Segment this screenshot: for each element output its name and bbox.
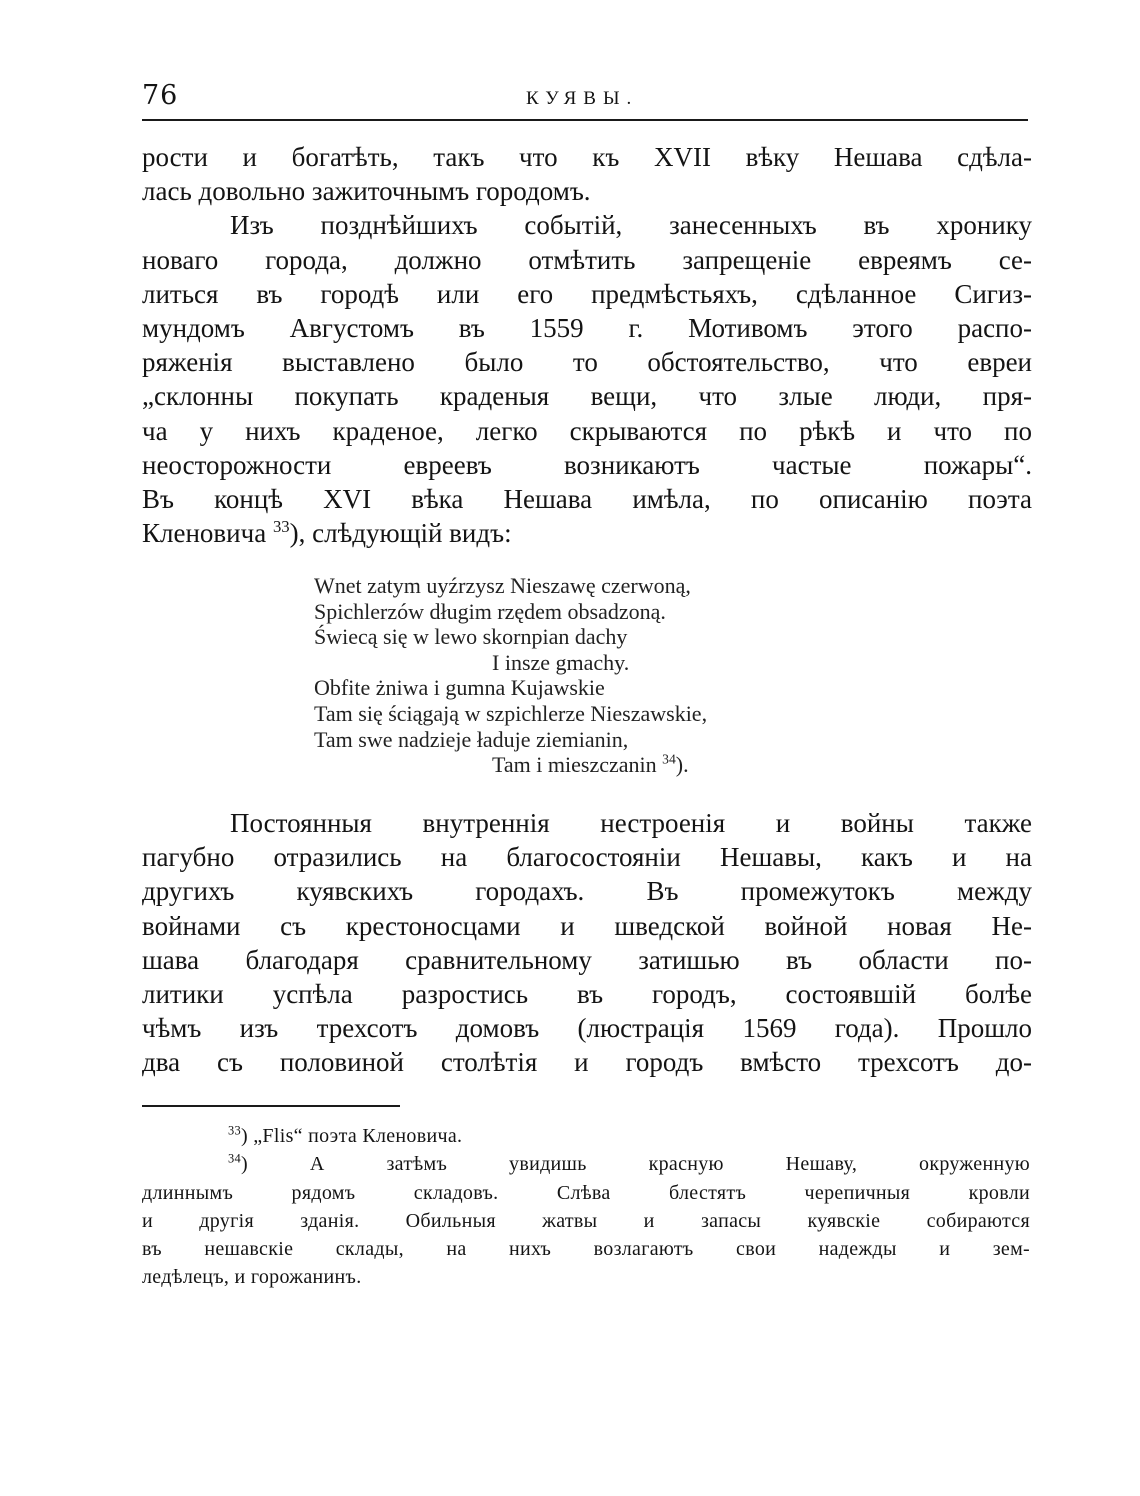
footnote-text: ) „Flis“ поэта Кленовича.: [241, 1125, 463, 1147]
text-line: ча у нихъ краденое, легко скрываются по рѣкѣ и что по: [142, 415, 1032, 446]
text-line: Постоянныя внутреннія нестроенія и войны также: [230, 808, 1032, 838]
footnote-34: [142, 1150, 1030, 1178]
poem-line: Tam się ściągają w szpichlerze Nieszawskie,: [314, 700, 708, 726]
header-rule: [142, 119, 1028, 121]
text-line: Въ концѣ XVI вѣка Нешава имѣла, по описанію поэта: [142, 483, 1032, 514]
footnote-line: ледѣлецъ, и горожанинъ.: [142, 1266, 362, 1289]
poem-line: Świecą się w lewo skornpian dachy: [314, 624, 628, 650]
poem-line: Tam swe nadzieje ładuje ziemianin,: [314, 726, 629, 752]
footnote-number: 34: [228, 1151, 241, 1166]
poem-line: I insze gmachy.: [492, 649, 630, 675]
footnote-line: длиннымъ рядомъ складовъ. Слѣва блестятъ черепичныя кровли: [142, 1181, 1030, 1204]
text-line: [142, 516, 1032, 550]
footnote-rule: [142, 1105, 400, 1107]
page-header: [142, 80, 1028, 116]
footnotes: [142, 1122, 1030, 1292]
text-line: другихъ куявскихъ городахъ. Въ промежутокъ между: [142, 876, 1032, 907]
text-line: „склонны покупать краденыя вещи, что злые люди, пря-: [142, 381, 1032, 412]
text-line: новаго города, должно отмѣтить запрещеніе евреямъ се-: [142, 244, 1032, 275]
footnote-ref-34: 34: [662, 751, 676, 767]
text-fragment: ).: [675, 752, 689, 778]
text-line: ряженія выставлено было то обстоятельство, что евреи: [142, 347, 1032, 378]
footnote-line: и другія зданія. Обильныя жатвы и запасы куявскіе собираются: [142, 1209, 1030, 1232]
text-line: литики успѣла разростись въ городъ, состоявшій болѣе: [142, 978, 1032, 1009]
text-line: шава благодаря сравнительному затишью въ области по-: [142, 944, 1032, 975]
text-line: пагубно отразились на благосостояніи Нешавы, какъ и на: [142, 842, 1032, 873]
footnote-text: ) А затѣмъ увидишь красную Нешаву, окруженную: [241, 1153, 1030, 1176]
text-line: неосторожности евреевъ возникаютъ частые пожары“.: [142, 449, 1032, 480]
body-text-bottom: [142, 806, 1032, 1080]
page-number: 76: [142, 80, 179, 111]
text-line: два съ половиной столѣтія и городъ вмѣсто трехсотъ до-: [142, 1047, 1032, 1078]
footnote-line: въ нешавскіе склады, на нихъ возлагаютъ свои надежды и зем-: [142, 1238, 1030, 1261]
poem-line: [314, 752, 914, 778]
poem-line: Wnet zatym uyźrzysz Nieszawę czerwoną,: [314, 573, 691, 598]
text-fragment: ), слѣдующій видъ:: [289, 518, 512, 549]
poem-line: Obfite żniwa i gumna Kujawskie: [314, 675, 605, 701]
poem-line: Spichlerzów długim rzędem obsadzoną.: [314, 598, 666, 624]
text-line: Изъ позднѣйшихъ событій, занесенныхъ въ хронику: [230, 210, 1032, 241]
text-line: войнами съ крестоносцами и шведской войной новая Не-: [142, 910, 1032, 941]
footnote-number: 33: [228, 1123, 241, 1138]
body-text-top: [142, 140, 1032, 550]
running-head: КУЯВЫ.: [526, 88, 639, 109]
poem-quote: [314, 573, 914, 778]
text-line: чѣмъ изъ трехсотъ домовъ (люстрація 1569 года). Прошло: [142, 1013, 1032, 1044]
footnote-33: [142, 1122, 1030, 1150]
text-fragment: Tam i mieszczanin: [492, 752, 663, 778]
footnote-ref-33: 33: [272, 517, 290, 537]
text-fragment: Кленовича: [142, 518, 273, 549]
text-line: лась довольно зажиточнымъ городомъ.: [142, 176, 591, 207]
text-line: литься въ городѣ или его предмѣстьяхъ, сдѣланное Сигиз-: [142, 278, 1032, 309]
text-line: рости и богатѣть, такъ что къ XVII вѣку Нешава сдѣла-: [142, 142, 1032, 172]
text-line: мундомъ Августомъ въ 1559 г. Мотивомъ этого распо-: [142, 312, 1032, 343]
